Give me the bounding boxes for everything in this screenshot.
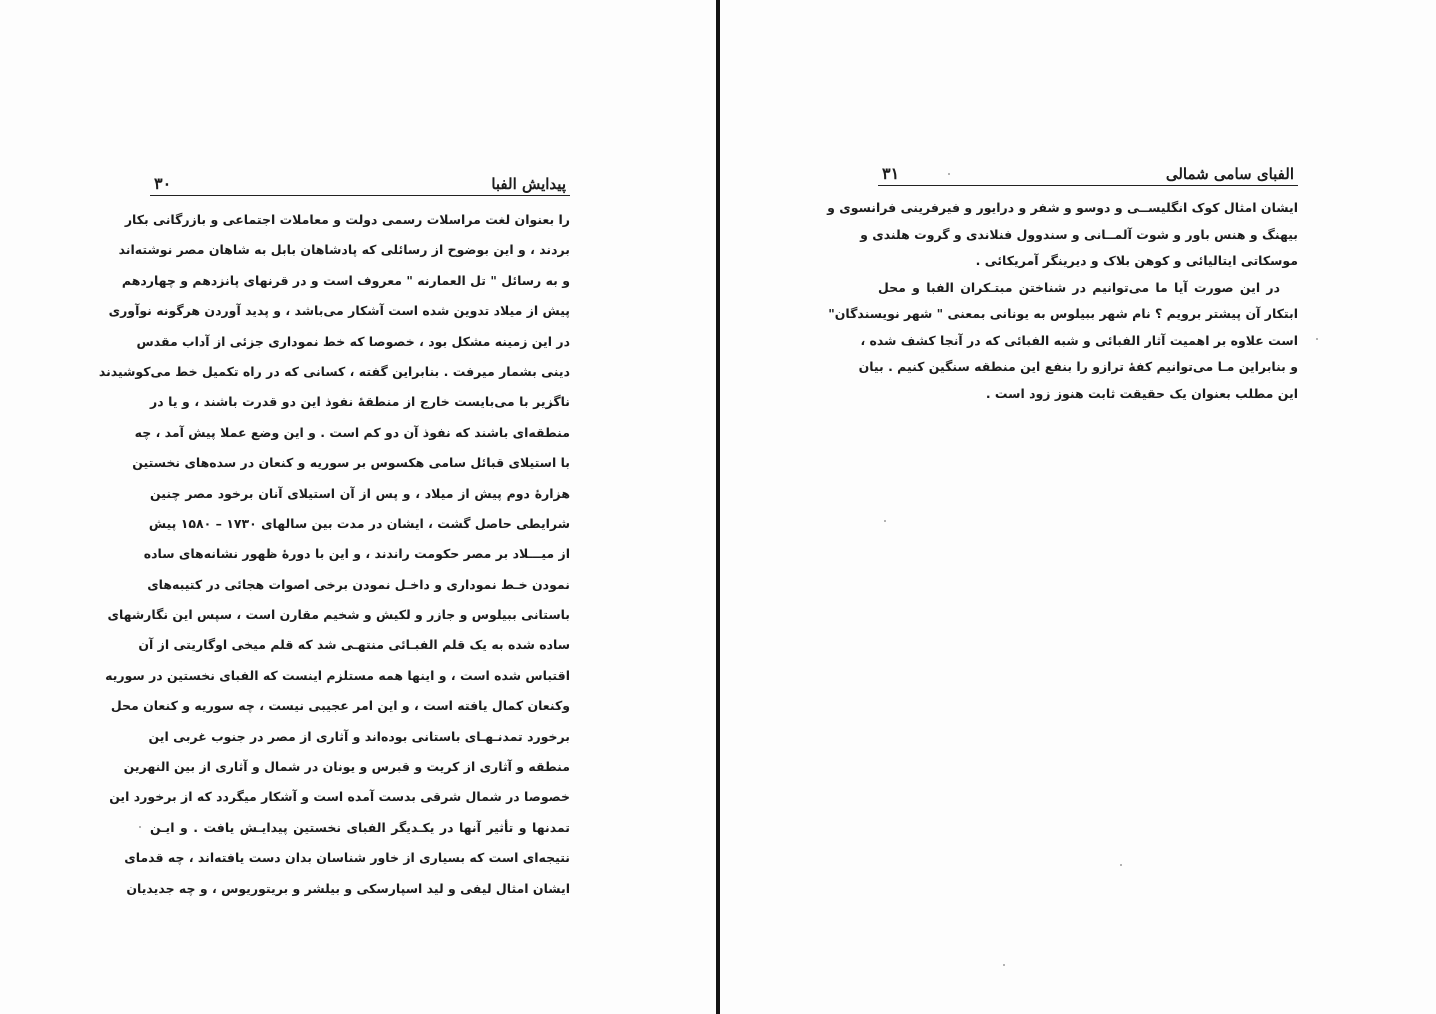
text-line: و به رسائل " تل العمارنه " معروف است و در قرنهای پانزدهم و چهاردهم bbox=[121, 272, 570, 288]
text-line: ایشان امثال لیفی و لید اسپارسکی و بیلشر و بریتوریوس ، و چه جدیدیان bbox=[126, 880, 570, 896]
scan-speck bbox=[1120, 864, 1122, 866]
text-line: خصوصا در شمال شرقی بدست آمده است و آشکار میگردد که از برخورد این bbox=[109, 789, 570, 805]
text-line: با استیلای قبائل سامی هکسوس بر سوریه و کنعان در سده‌های نخستین bbox=[132, 455, 570, 471]
right-page bbox=[827, 160, 1298, 407]
text-line: را بعنوان لغت مراسلات رسمی دولت و معاملات اجتماعی و بازرگانی بکار bbox=[124, 212, 570, 227]
scan-speck bbox=[948, 173, 950, 175]
text-line: هزاره‌ٔ دوم پیش از میلاد ، و پس از آن استیلای آنان برخود مصر چنین bbox=[150, 485, 570, 501]
right-page-body bbox=[827, 195, 1298, 407]
text-line: در این زمینه مشکل بود ، خصوصا که خط نموداری جزئی از آداب مقدس bbox=[136, 333, 570, 349]
text-line: منطقه‌ای باشند که نفوذ آن دو کم است . و این وضع عملا پیش آمد ، چه bbox=[134, 424, 570, 440]
text-line: نتیجه‌ای است که بسیاری از خاور شناسان بدان دست یافته‌اند ، چه قدمای bbox=[124, 850, 570, 866]
text-line: این مطلب بعنوان یک حقیقت ثابت هنوز زود است . bbox=[985, 385, 1298, 401]
text-line: است علاوه بر اهمیت آثار الفبائی و شبه الفبائی که در آنجا کشف شده ، bbox=[860, 332, 1298, 348]
left-page-body bbox=[98, 205, 570, 904]
left-page bbox=[98, 170, 570, 904]
text-line: منطقه و آثاری از کریت و قبرس و یونان در شمال و آثاری از بین النهرین bbox=[123, 759, 570, 775]
text-line: بیهنگ و هنس باور و شوت آلمــانی و سندوول فنلاندی و گروت هلندی و bbox=[860, 226, 1298, 242]
text-line: تمدنها و تأثیر آنها در یکـدیگر الفبای نخستین پیدایـش یافت . و ایـن bbox=[150, 819, 570, 835]
text-line: وکنعان کمال یافته است ، و این امر عجیبی نیست ، چه سوریه و کنعان محل bbox=[110, 698, 570, 714]
left-page-number: ۳۰ bbox=[154, 174, 172, 193]
text-line: شرایطی حاصل گشت ، ایشان در مدت بین سالهای ۱۷۳۰ – ۱۵۸۰ پیش bbox=[148, 515, 570, 531]
left-page-header bbox=[150, 170, 570, 196]
right-page-running-title: الفبای سامی شمالی bbox=[1165, 165, 1294, 183]
scan-speck bbox=[1316, 338, 1318, 340]
right-page-number: ۳۱ bbox=[882, 164, 900, 183]
left-page-running-title: پیدایش الفبا bbox=[491, 175, 566, 193]
book-gutter bbox=[716, 0, 720, 1014]
scan-speck bbox=[1003, 964, 1005, 966]
text-line: و بنابراین مـا می‌توانیم کفه‌ٔ ترازو را بنفع این منطقه سنگین کنیم . بیان bbox=[858, 359, 1298, 374]
text-line: پیش از میلاد تدوین شده است آشکار می‌باشد ، و پدید آوردن هرگونه نوآوری bbox=[108, 303, 570, 319]
text-line: موسکاتی ایتالیائی و کوهن بلاک و دیرینگر آمریکائی . bbox=[975, 253, 1298, 268]
text-line: ناگزیر با می‌بایست خارج از منطقه‌ٔ نفوذ این دو قدرت باشند ، و یا در bbox=[150, 394, 570, 410]
text-line: اقتباس شده است ، و اینها همه مستلزم اینست که الفبای نخستین در سوریه bbox=[105, 667, 570, 683]
text-line: از میـــلاد بر مصر حکومت راندند ، و این با دوره‌ٔ ظهور نشانه‌های ساده bbox=[143, 546, 570, 562]
text-line: دینی بشمار میرفت . بنابراین گفته ، کسانی که در راه تکمیل خط می‌کوشیدند bbox=[98, 363, 570, 379]
text-line: ابتکار آن پیشتر برویم ؟ نام شهر ببیلوس به یونانی بمعنی " شهر نویسندگان" bbox=[828, 306, 1298, 321]
text-line: باستانی ببیلوس و جازر و لکیش و شخیم مقارن است ، سپس این نگارشهای bbox=[107, 607, 570, 623]
text-line: نمودن خـط نموداری و داخـل نمودن برخی اصوات هجائی در کتیبه‌های bbox=[147, 576, 570, 592]
text-line: ساده شده به یک قلم الفبـائی منتهـی شد که قلم میخی اوگاریتی از آن bbox=[138, 637, 570, 653]
right-page-header bbox=[878, 160, 1298, 186]
text-line: برخورد تمدنـهـای باستانی بوده‌اند و آثاری از مصر در جنوب غربی این bbox=[148, 728, 570, 744]
scan-speck bbox=[139, 826, 141, 828]
scan-speck bbox=[884, 520, 886, 522]
text-line: ایشان امثال کوک انگلیســی و دوسو و شفر و درایور و فیرفرینی فرانسوی و bbox=[827, 200, 1298, 215]
text-line: بردند ، و این بوضوح از رسائلی که پادشاهان بابل به شاهان مصر نوشته‌اند bbox=[118, 242, 570, 258]
text-line: در این صورت آیا ما می‌توانیم در شناختن مبتـکران الفبا و محل bbox=[878, 279, 1280, 295]
